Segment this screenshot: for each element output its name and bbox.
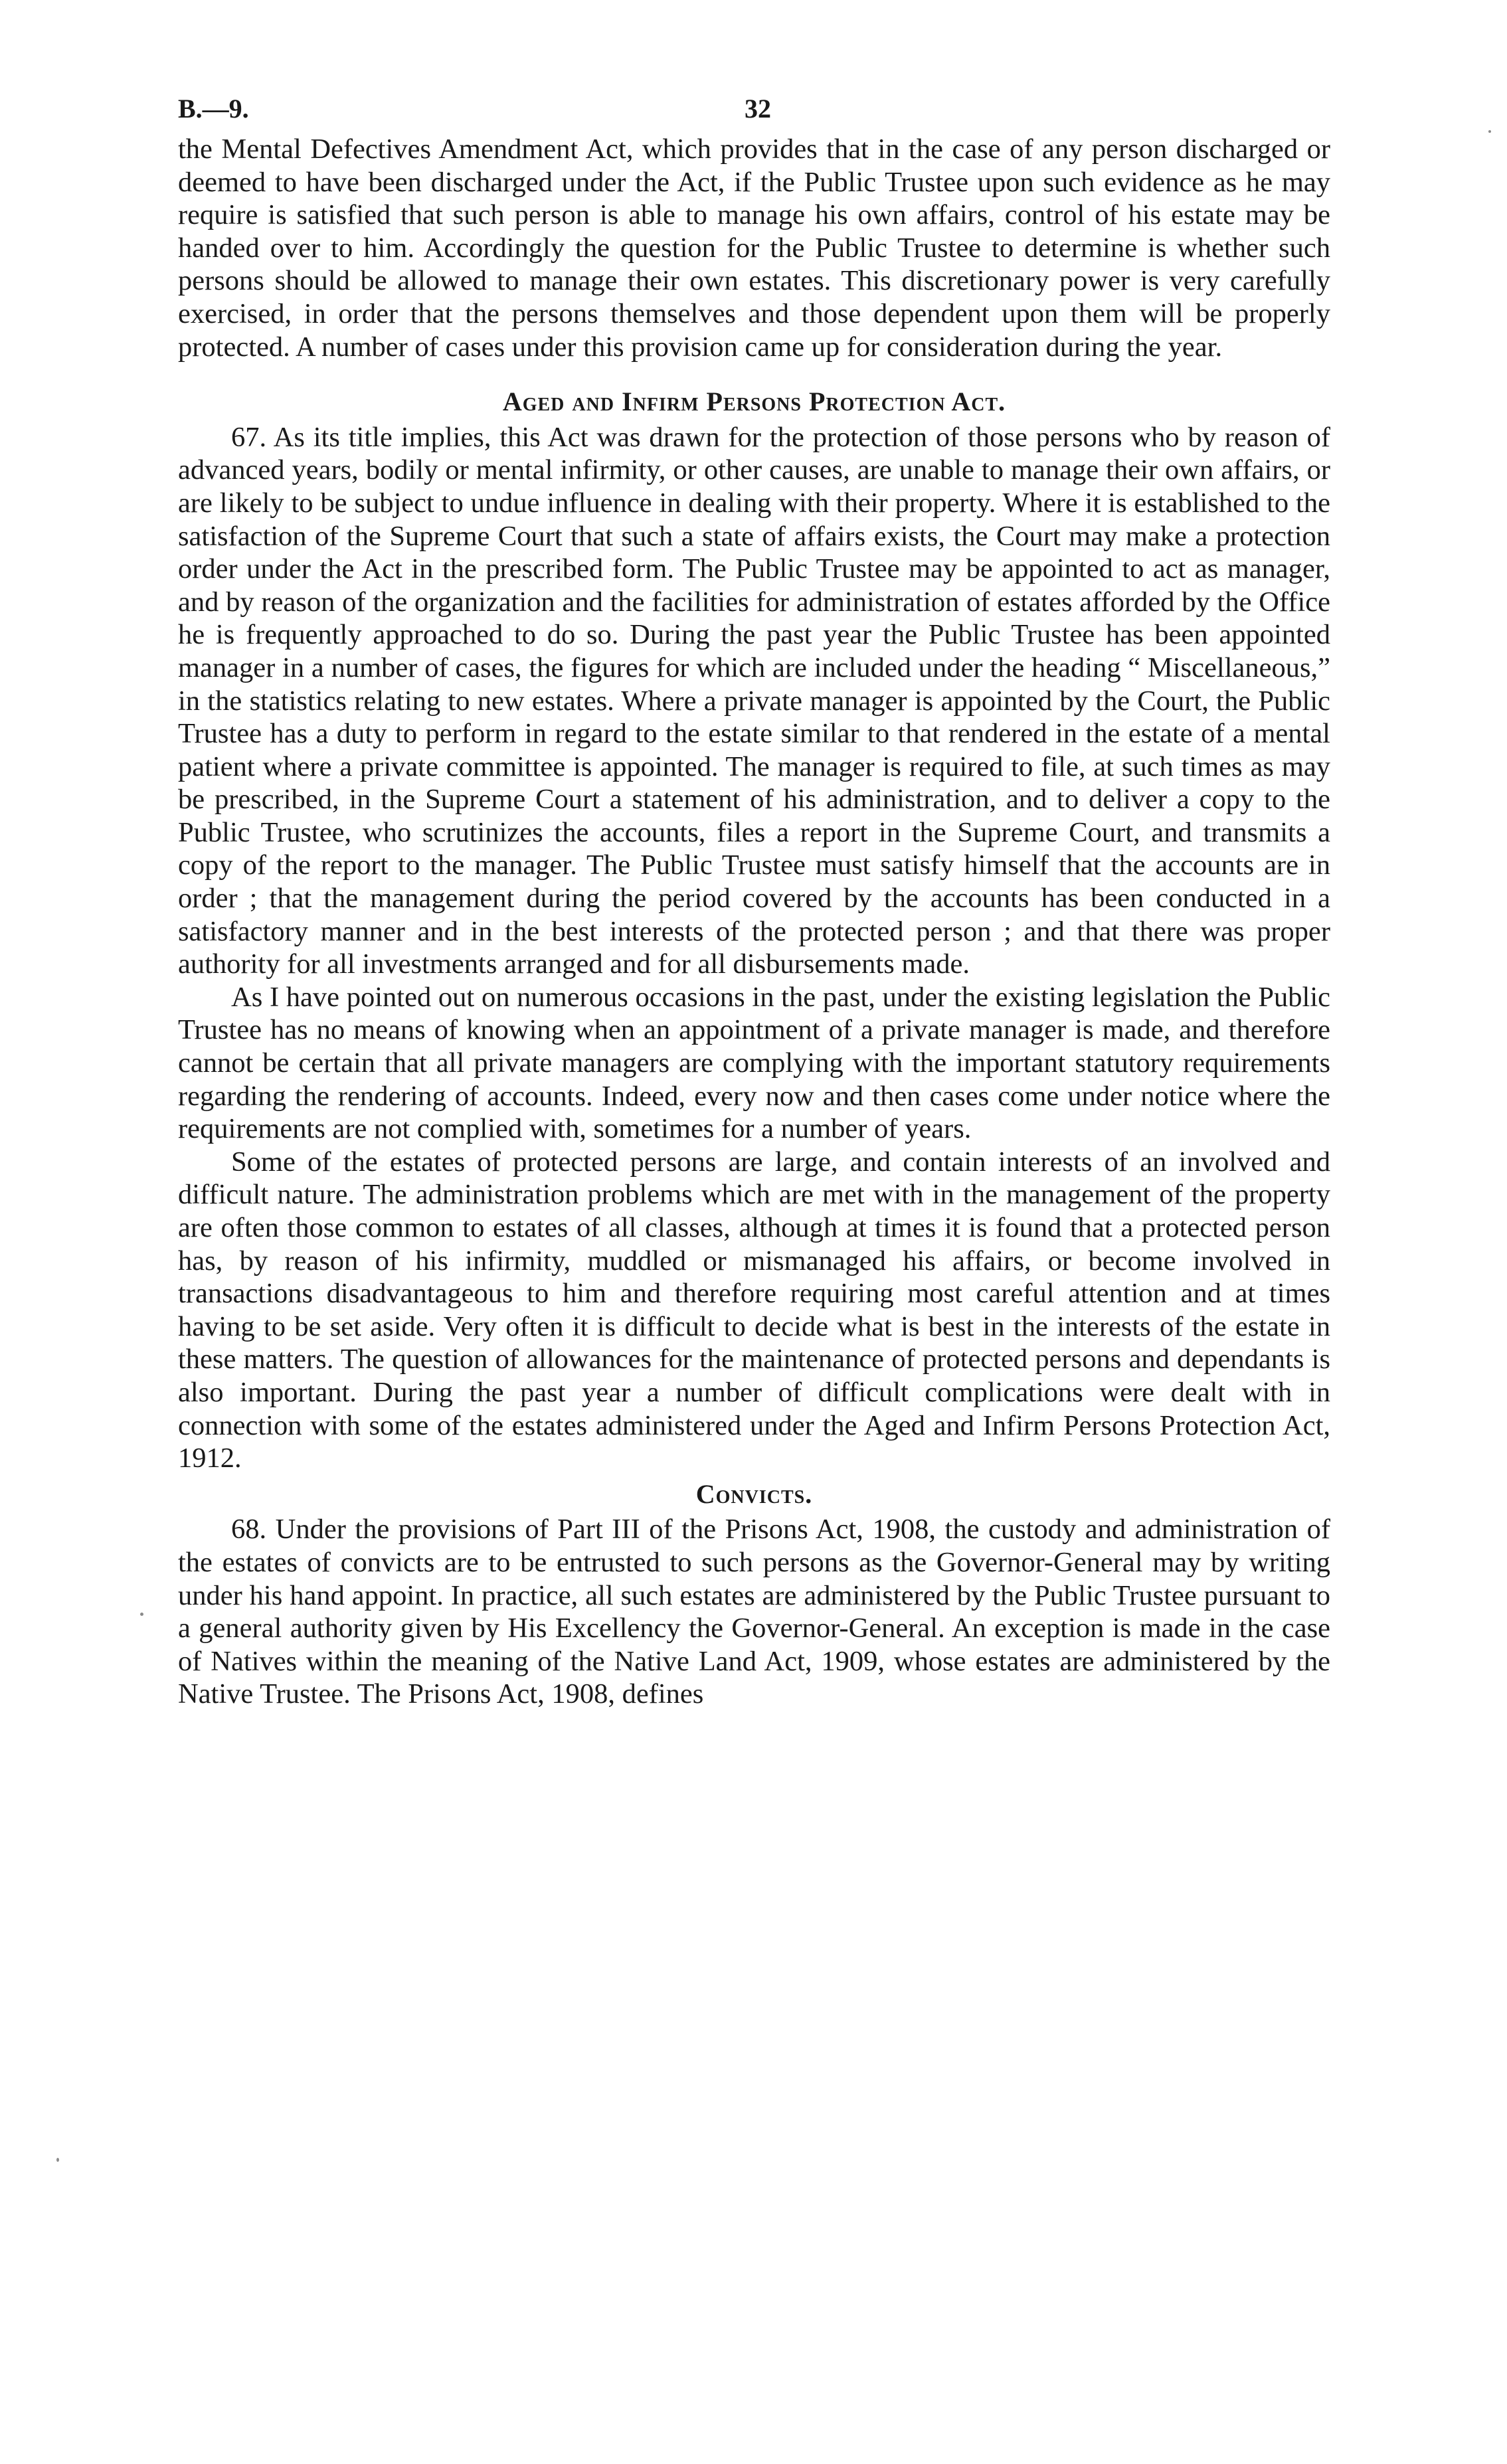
running-header	[178, 93, 1330, 133]
scan-speck	[56, 2158, 59, 2162]
paragraph-68	[178, 1513, 1330, 1711]
paragraph-67	[178, 421, 1330, 981]
paragraph-number: 67.	[231, 421, 267, 453]
paragraph-number: 68.	[231, 1514, 267, 1545]
section-heading-convicts: Convicts.	[695, 1478, 813, 1509]
paragraph-private-managers: As I have pointed out on numerous occasions in the past, under the existing legislation the Public Trustee has no means of knowing when an appointment of a private manager is made, and therefore cannot be certain that all private managers are complying with the important statutory requirements regarding the rendering of accounts. Indeed, every now and then cases come under notice where the requirements are not complied with, sometimes for a number of years.	[178, 981, 1330, 1145]
document-page	[178, 93, 1330, 1711]
paragraph-text: As its title implies, this Act was drawn for the protection of those persons who by reason of advanced years, bodily or mental infirmity, or other causes, are unable to manage their own affairs, or are likely to be subject to undue influence in dealing with their property. Where it is established to the satisfaction of the Supreme Court that such a state of affairs exists, the Court may make a protection order under the Act in the prescribed form. The Public Trustee may be appointed to act as manager, and by reason of the organization and the facilities for administration of estates afforded by the Office he is frequently approached to do so. During the past year the Public Trustee has been appointed manager in a number of cases, the figures for which are included under the heading “ Miscellaneous,” in the statistics relating to new estates. Where a private manager is appointed by the Court, the Public Trustee has a duty to perform in regard to the estate similar to that rendered in the estate of a mental patient where a private committee is appointed. The manager is required to file, at such times as may be prescribed, in the Supreme Court a statement of his administration, and to deliver a copy to the Public Trustee, who scrutinizes the accounts, files a report in the Supreme Court, and transmits a copy of the report to the manager. The Public Trustee must satisfy himself that the accounts are in order ; that the management during the period covered by the accounts has been conducted in a satisfactory manner and in the best interests of the protected person ; and that there was proper authority for all investments arranged and for all disbursements made.	[178, 421, 1330, 980]
paragraph-text: Under the provisions of Part III of the Prisons Act, 1908, the custody and administration of the estates of convicts are to be entrusted to such persons as the Governor-General may by writing under his hand appoint. In practice, all such estates are administered by the Public Trustee pursuant to a general authority given by His Excellency the Governor-General. An exception is made in the case of Natives within the meaning of the Native Land Act, 1909, whose estates are administered by the Native Trustee. The Prisons Act, 1908, defines	[178, 1514, 1331, 1710]
scan-speck	[1488, 130, 1491, 133]
section-heading-aged-infirm: Aged and Infirm Persons Protection Act.	[502, 387, 1006, 417]
intro-paragraph: the Mental Defectives Amendment Act, which provides that in the case of any person discharged or deemed to have been discharged under the Act, if the Public Trustee upon such evidence as he may require is satisfied that such person is able to manage his own affairs, control of his estate may be handed over to him. Accordingly the question for the Public Trustee to determine is whether such persons should be allowed to manage their own estates. This discretionary power is very carefully exercised, in order that the persons themselves and those dependent upon them will be properly protected. A number of cases under this provision came up for consideration during the year.	[178, 133, 1330, 363]
document-reference: B.—9.	[178, 94, 249, 124]
paragraph-protected-estates: Some of the estates of protected persons are large, and contain interests of an involved and difficult nature. The administration problems which are met with in the management of the property are often those common to estates of all classes, although at times it is found that a protected person has, by reason of his infirmity, muddled or mismanaged his affairs, or become involved in transactions disadvantageous to him and therefore requiring most careful attention and at times having to be set aside. Very often it is difficult to decide what is best in the interests of the estate in these matters. The question of allowances for the maintenance of protected persons and dependants is also important. During the past year a number of difficult complications were dealt with in connection with some of the estates administered under the Aged and Infirm Persons Protection Act, 1912.	[178, 1146, 1330, 1474]
page-number: 32	[745, 94, 771, 124]
scan-speck	[140, 1613, 143, 1616]
